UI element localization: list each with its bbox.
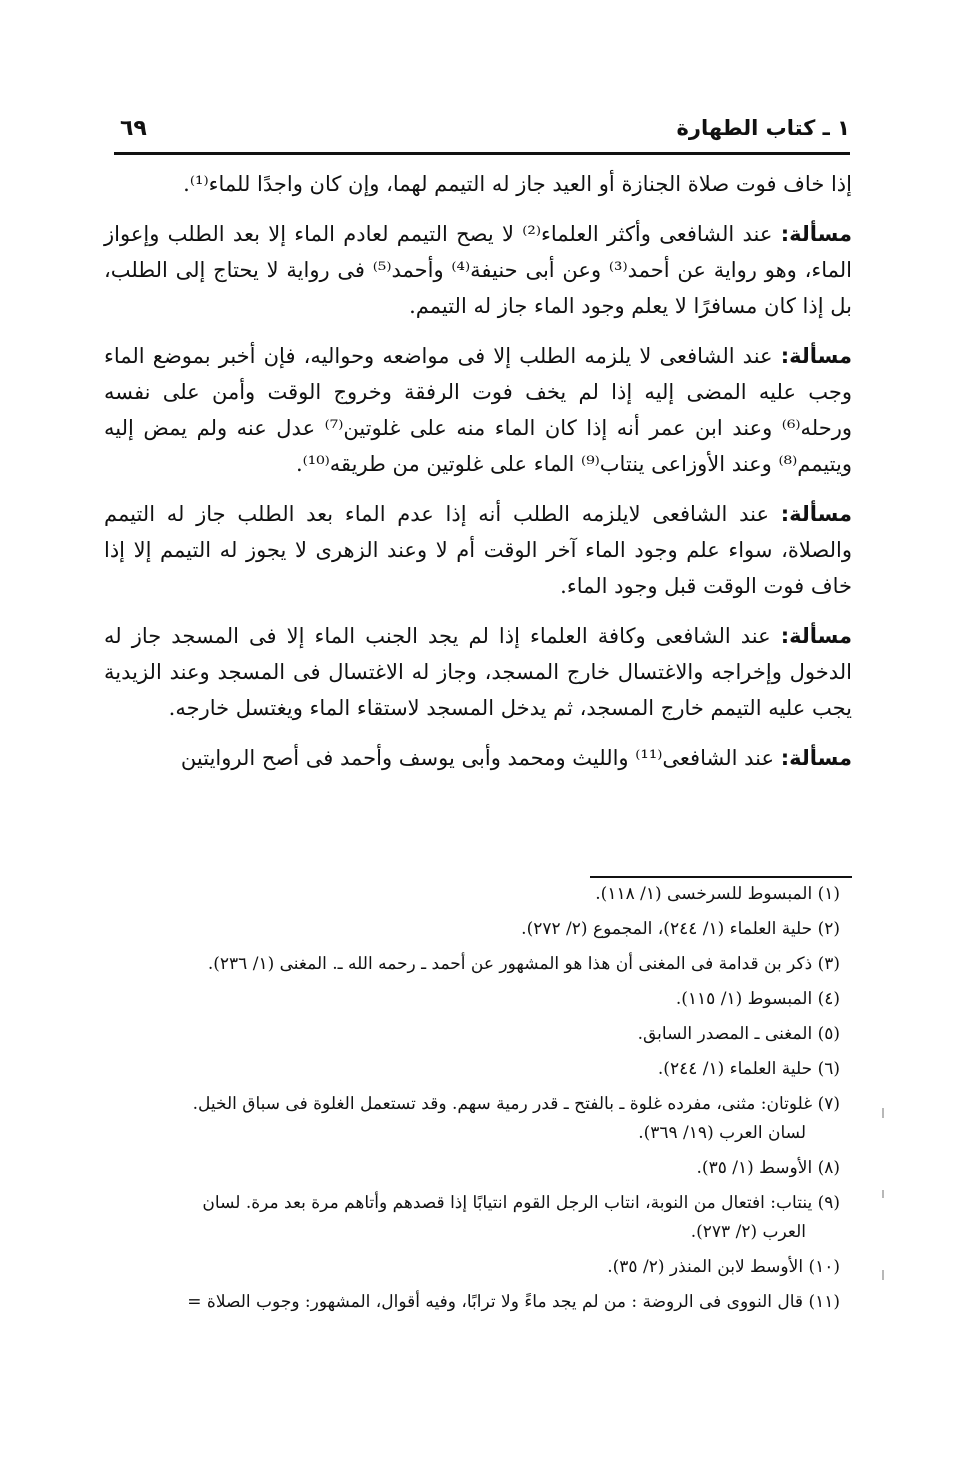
margin-mark <box>882 1270 884 1280</box>
paragraph-3 <box>104 338 852 482</box>
footnote-9 <box>100 1189 840 1247</box>
chapter-title: ١ ـ كتاب الطهارة <box>676 116 850 140</box>
footnote-4: (٤) المبسوط (١/ ١١٥). <box>675 989 840 1009</box>
footnote-9-line2: العرب (٢/ ٢٧٣). <box>690 1222 806 1242</box>
masala-label: مسألة: <box>780 746 852 770</box>
paragraph-2-text: عند الشافعى وأكثر العلماء⁽²⁾ لا يصح التيمم لعادم الماء إلا بعد الطلب وإعواز الماء، وهو رواية عن أحمد⁽³⁾ وعن أبى حنيفة⁽⁴⁾ وأحمد⁽⁵⁾ فى رواية لا يحتاج إلى الطلب، بل إذا كان مسافرًا لا يعلم وجود الماء جاز له التيمم. <box>104 222 852 318</box>
footnote-5: (٥) المغنى ـ المصدر السابق. <box>637 1024 840 1044</box>
paragraph-5 <box>104 618 852 726</box>
footnote-separator <box>590 876 852 878</box>
page-number: ٦٩ <box>120 116 147 141</box>
running-head <box>114 112 850 155</box>
paragraph-4-text: عند الشافعى لايلزمه الطلب أنه إذا عدم الماء بعد الطلب جاز له التيمم والصلاة، سواء علم وجود الماء آخر الوقت أم لا وعند الزهرى لا يجوز له التيمم إلا إذا خاف فوت الوقت قبل وجود الماء. <box>104 502 852 598</box>
masala-label: مسألة: <box>780 502 852 526</box>
footnote-7-line1: (٧) غلوتان: مثنى، مفرده غلوة ـ بالفتح ـ قدر رمية سهم. وقد تستعمل الغلوة فى سباق الخيل. <box>192 1094 840 1114</box>
masala-label: مسألة: <box>780 344 852 368</box>
footnote-2: (٢) حلية العلماء (١/ ٢٤٤)، المجموع (٢/ ٢٧٢). <box>521 919 840 939</box>
footnote-9-line1: (٩) ينتاب: افتعال من النوبة، انتاب الرجل القوم انتيابًا إذا قصدهم وأتاهم مرة بعد مرة. لسان <box>202 1193 840 1213</box>
footnote-3: (٣) ذكر بن قدامة فى المغنى أن هذا هو المشهور عن أحمد ـ رحمه الله ـ. المغنى (١/ ٢٣٦). <box>207 954 840 974</box>
paragraph-6-text: عند الشافعى⁽¹¹⁾ والليث ومحمد وأبى يوسف وأحمد فى أصح الروايتين <box>180 746 775 770</box>
footnote-7 <box>100 1090 840 1148</box>
footnote-7-line2: لسان العرب (١٩/ ٣٦٩). <box>638 1123 806 1143</box>
footnote-1: (١) المبسوط للسرخسى (١/ ١١٨). <box>595 884 840 904</box>
margin-mark <box>882 1108 884 1118</box>
paragraph-6 <box>104 740 852 776</box>
footnote-6: (٦) حلية العلماء (١/ ٢٤٤). <box>657 1059 840 1079</box>
main-text <box>104 166 852 790</box>
footnote-11: (١١) قال النووى فى الروضة : من لم يجد ماءً ولا ترابًا، وفيه أقوال، المشهور: وجوب الصلاة = <box>187 1292 840 1312</box>
paragraph-3-text: عند الشافعى لا يلزمه الطلب إلا فى مواضعه وحواليه، فإن أخبر بموضع الماء وجب عليه المضى إليه إذا لم يخف فوت الرفقة وخروج الوقت وأمن على نفسه ورحله⁽⁶⁾ وعند ابن عمر أنه إذا كان الماء منه على غلوتين⁽⁷⁾ عدل عنه ولم يمض إليه ويتيمم⁽⁸⁾ وعند الأوزاعى ينتاب⁽⁹⁾ الماء على غلوتين من طريقه⁽¹⁰⁾. <box>104 344 852 476</box>
footnotes <box>100 880 840 1323</box>
paragraph-1 <box>104 166 852 202</box>
paragraph-4 <box>104 496 852 604</box>
paragraph-5-text: عند الشافعى وكافة العلماء إذا لم يجد الجنب الماء إلا فى المسجد جاز له الدخول وإخراجه والاغتسال خارج المسجد، وجاز له الاغتسال فى المسجد وعند الزيدية يجب عليه التيمم خارج المسجد، ثم يدخل المسجد لاستقاء الماء ويغتسل خارجه. <box>104 624 852 720</box>
footnote-10: (١٠) الأوسط لابن المنذر (٢/ ٣٥). <box>607 1257 840 1277</box>
masala-label: مسألة: <box>780 624 852 648</box>
paragraph-2 <box>104 216 852 324</box>
masala-label: مسألة: <box>780 222 852 246</box>
paragraph-1-text: إذا خاف فوت صلاة الجنازة أو العيد جاز له التيمم لهما، وإن كان واجدًا للماء⁽¹⁾. <box>183 172 852 196</box>
footnote-8: (٨) الأوسط (١/ ٣٥). <box>696 1158 840 1178</box>
margin-mark <box>882 1190 884 1198</box>
